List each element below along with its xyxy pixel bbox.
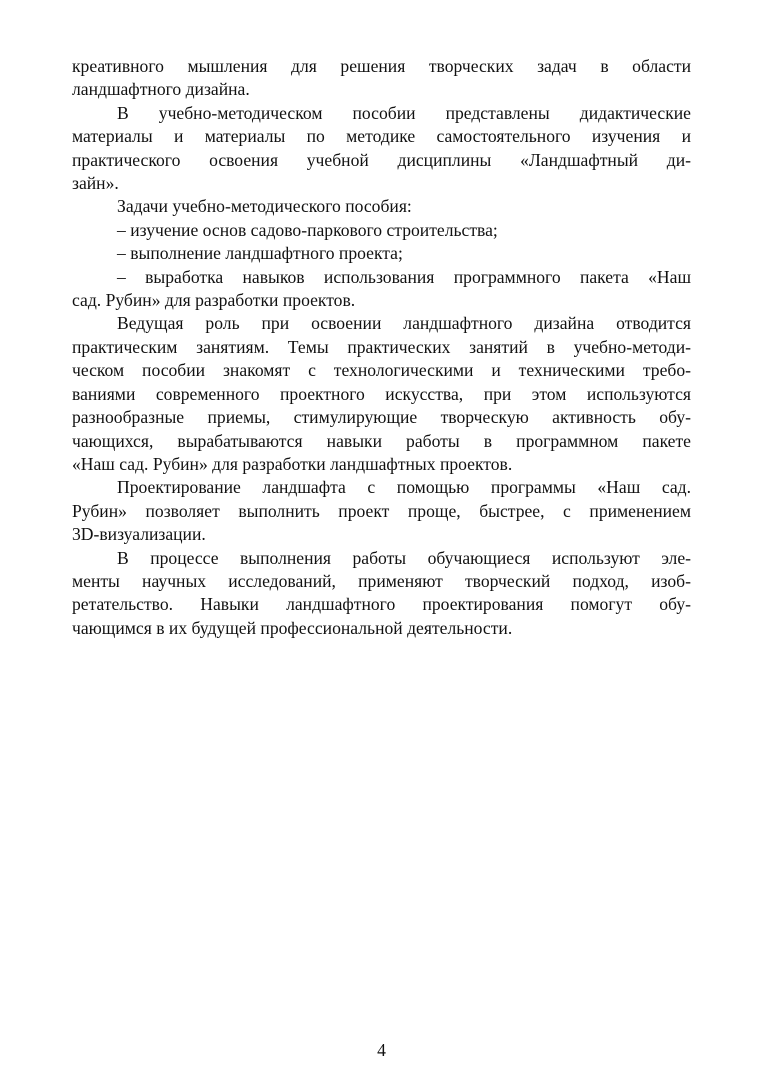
text-line: чающихся, вырабатываются навыки работы в программном пакете — [72, 430, 691, 451]
text-line: сад. Рубин» для разработки проектов. — [72, 290, 356, 311]
paragraph-intro — [72, 102, 691, 196]
paragraph-process — [72, 547, 691, 641]
paragraph-practice — [72, 312, 691, 476]
text-line: креативного мышления для решения творческих задач в области — [72, 56, 691, 76]
text-line: Проектирование ландшафта с помощью программы «Наш сад. — [117, 477, 691, 498]
text-line: ваниями современного проектного искусства, при этом используются — [72, 383, 691, 404]
tasks-section — [72, 195, 691, 312]
text-line: Ведущая роль при освоении ландшафтного дизайна отводится — [117, 313, 691, 334]
paragraph-design — [72, 476, 691, 546]
page-text — [72, 55, 691, 640]
text-line: В процессе выполнения работы обучающиеся используют эле- — [117, 547, 691, 568]
text-line: «Наш сад. Рубин» для разработки ландшафтных проектов. — [72, 453, 513, 474]
text-line: ретательство. Навыки ландшафтного проектирования помогут обу- — [72, 594, 691, 615]
text-line: зайн». — [72, 173, 119, 194]
text-line: Рубин» позволяет выполнить проект проще, быстрее, с применением — [72, 500, 691, 521]
text-line: 3D-визуализации. — [72, 524, 206, 545]
tasks-heading: Задачи учебно-методического пособия: — [117, 196, 412, 217]
text-line: практическим занятиям. Темы практических занятий в учебно-методи- — [72, 336, 691, 357]
paragraph-continuation — [72, 55, 691, 102]
text-line: чающимся в их будущей профессиональной деятельности. — [72, 617, 513, 638]
text-line: менты научных исследований, применяют творческий подход, изоб- — [72, 570, 691, 591]
text-line: – выработка навыков использования программного пакета «Наш — [117, 266, 691, 287]
text-line: ландшафтного дизайна. — [72, 79, 250, 100]
text-line: В учебно-методическом пособии представлены дидактические — [117, 102, 691, 123]
text-line: практического освоения учебной дисциплины «Ландшафтный ди- — [72, 149, 691, 170]
list-item — [72, 266, 691, 313]
text-line: материалы и материалы по методике самостоятельного изучения и — [72, 126, 691, 147]
list-item: – выполнение ландшафтного проекта; — [117, 243, 403, 264]
text-line: разнообразные приемы, стимулирующие творческую активность обу- — [72, 407, 691, 428]
tasks-list — [72, 219, 691, 313]
list-item: – изучение основ садово-паркового строительства; — [117, 219, 498, 240]
page-number: 4 — [377, 1040, 386, 1060]
text-line: ческом пособии знакомят с технологическими и техническими требо- — [72, 360, 691, 381]
